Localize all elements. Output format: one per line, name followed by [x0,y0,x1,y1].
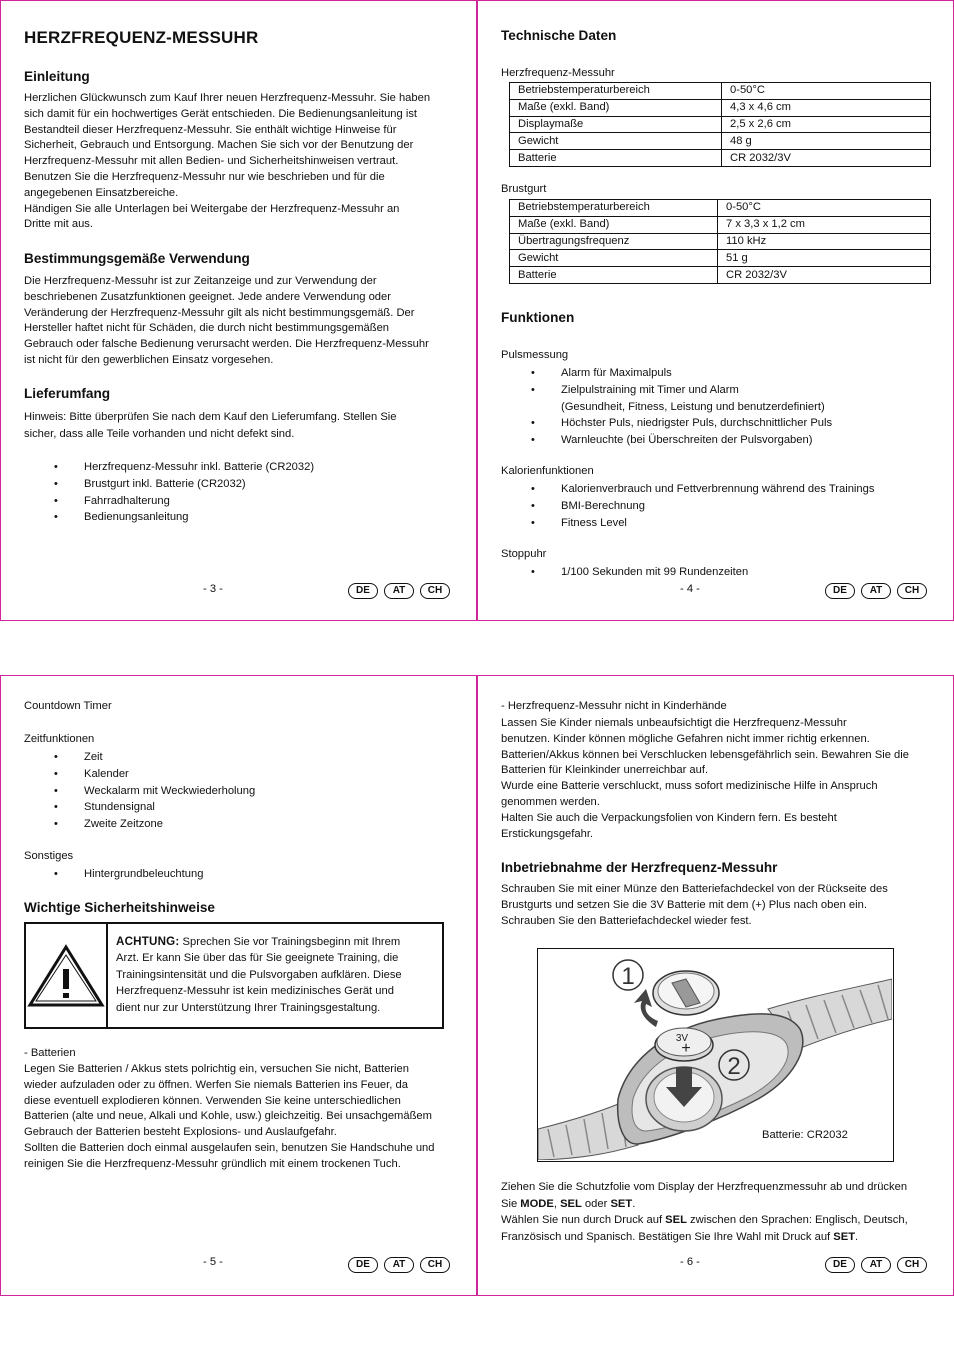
tech-data-heading: Technische Daten [501,28,617,43]
list-item: • Kalorienverbrauch und Fettverbrennung während des Trainings [501,481,941,498]
button-name-sel: SEL [560,1197,582,1210]
text-line: Herzlichen Glückwunsch zum Kauf Ihrer neuen Herzfrequenz-Messuhr. Sie haben [24,92,431,104]
list-item: • Stundensignal [24,799,444,816]
list-item: • Zeit [24,749,444,766]
list-item: • Kalender [24,766,444,783]
country-flags [348,583,450,599]
list-item: • 1/100 Sekunden mit 99 Rundenzeiten [501,564,941,581]
text-line: Arzt. Er kann Sie über das für Sie geeignete Training, die [116,952,399,965]
pulse-label: Pulsmessung [501,349,569,361]
text-line: Halten Sie auch die Verpackungsfolien von Kindern fern. Es besteht [501,811,837,824]
text-line: Wurde eine Batterie verschluckt, muss sofort medizinische Hilfe in Anspruch [501,780,878,793]
page-3 [0,0,477,621]
list-item-text: Zielpulstraining mit Timer und Alarm [561,383,739,396]
list-item: • Höchster Puls, niedrigster Puls, durchschnittlicher Puls [501,415,941,432]
text-line: Hersteller haftet nicht für Schäden, die durch nicht bestimmungsgemäßen [24,322,390,335]
text-line: beschriebenen Zusatzfunktionen geeignet. Jede andere Verwendung oder [24,290,391,303]
step-2-label: 2 [727,1053,741,1080]
list-item: • Fitness Level [501,515,941,532]
warning-box [24,922,444,1029]
text-line: benutzen. Kinder können mögliche Gefahren nicht immer richtig erkennen. [501,732,870,745]
table-cell: Displaymaße [510,116,722,133]
table-row [510,233,931,250]
text-line [501,1196,941,1213]
page-number: - 3 - [203,583,223,595]
text-line: Gebrauch oder falsche Bedienung verursacht werden. Die Herzfrequenz-Messuhr [24,338,429,351]
text-fragment: oder [581,1197,611,1210]
button-name-set: SET [610,1197,633,1210]
list-item: • Alarm für Maximalpuls [501,365,941,382]
text-line: Brustgurts und setzen Sie die 3V Batterie mit dem (+) Plus nach oben ein. [501,898,867,911]
startup-heading: Inbetriebnahme der Herzfrequenz-Messuhr [501,860,778,875]
list-item-continuation: (Gesundheit, Fitness, Leistung und benutzerdefiniert) [561,400,825,413]
usage-heading: Bestimmungsgemäße Verwendung [24,251,250,266]
text-line: Dritte mit aus. [24,218,94,231]
text-line: Batterien/Akkus können bei Verschlucken lebensgefährlich sein. Bewahren Sie die [501,748,909,761]
table-cell: 0-50°C [722,83,931,100]
country-badge: AT [384,583,414,599]
table-cell: 48 g [722,133,931,150]
text-line: Herzfrequenz-Messuhr ist kein medizinisches Gerät und [116,985,394,998]
text-line [116,934,434,950]
country-flags [825,1257,927,1273]
text-line: Schrauben Sie mit einer Münze den Batteriefachdeckel von der Rückseite des [501,883,888,895]
table-row [510,133,931,150]
table-cell: 110 kHz [718,233,931,250]
list-item: • Hintergrundbeleuchtung [24,866,444,883]
table-cell: 51 g [718,250,931,267]
country-flags [348,1257,450,1273]
text-line: Benutzen Sie die Herzfrequenz-Messuhr nur wie beschrieben und für die [24,170,385,183]
children-label: - Herzfrequenz-Messuhr nicht in Kinderhände [501,700,727,712]
text-line: Herzfrequenz-Messuhr mit allen Bedien- und Sicherheitshinweisen vertraut. [24,155,399,168]
country-flags [825,583,927,599]
scope-note [24,409,464,443]
text-line: wieder aufzuladen oder zu öffnen. Werfen Sie niemals Batterien ins Feuer, da [24,1078,408,1091]
battery-label: - Batterien [24,1047,76,1059]
table-cell: Batterie [510,267,718,284]
table-cell: Maße (exkl. Band) [510,216,718,233]
intro-paragraph [24,91,464,233]
table-cell: Betriebstemperaturbereich [510,200,718,217]
page-6 [477,675,954,1296]
table-cell: 2,5 x 2,6 cm [722,116,931,133]
countdown-label: Countdown Timer [24,700,112,712]
country-badge: DE [825,583,855,599]
text-line: sicher, dass alle Teile vorhanden und nicht defekt sind. [24,428,295,440]
figure-caption: Batterie: CR2032 [762,1129,848,1141]
text-line [501,1229,941,1246]
text-line: Gebrauch der Batterien besteht Explosions- und Auslaufgefahr. [24,1126,337,1139]
table-cell: Batterie [510,150,722,167]
table-row [510,250,931,267]
text-line: diese eventuell explodieren können. Verwenden Sie keine unterschiedlichen [24,1094,401,1107]
warning-first-line: Sprechen Sie vor Trainingsbeginn mit Ihrem [179,936,401,948]
text-line: sich damit für ein hochwertiges Gerät entschieden. Die Bedienungsanleitung ist [24,107,418,120]
table-row [510,83,931,100]
country-badge: CH [420,1257,450,1273]
table-row [510,216,931,233]
country-badge: DE [825,1257,855,1273]
list-item: • BMI-Berechnung [501,498,941,515]
list-item: • Brustgurt inkl. Batterie (CR2032) [24,476,444,493]
table-cell: Gewicht [510,250,718,267]
page-number: - 6 - [680,1256,700,1268]
text-line: Hinweis: Bitte überprüfen Sie nach dem Kauf den Lieferumfang. Stellen Sie [24,411,397,423]
functions-heading: Funktionen [501,310,575,325]
table-cell: 7 x 3,3 x 1,2 cm [718,216,931,233]
text-fragment: zwischen den Sprachen: Englisch, Deutsch, [686,1214,908,1227]
table-cell: CR 2032/3V [718,267,931,284]
table-cell: 4,3 x 4,6 cm [722,99,931,116]
table-cell: 0-50°C [718,200,931,217]
other-label: Sonstiges [24,850,74,862]
text-fragment: . [855,1230,859,1243]
country-badge: CH [420,583,450,599]
stopwatch-label: Stoppuhr [501,548,547,560]
button-name-mode: MODE [520,1197,554,1210]
other-list [24,866,444,883]
text-fragment: Französisch und Spanisch. Bestätigen Sie Ihre Wahl mit Druck auf [501,1230,834,1243]
children-paragraph [501,716,941,842]
text-line: Veränderung der Herzfrequenz-Messuhr gilt als nicht bestimmungsgemäß. Der [24,306,415,319]
country-badge: AT [861,1257,891,1273]
text-line: Trainingsintensität und die Pulsvorgaben aufklären. Diese [116,968,402,981]
country-badge: CH [897,583,927,599]
time-functions-label: Zeitfunktionen [24,733,95,745]
page-4 [477,0,954,621]
stopwatch-list [501,564,941,581]
page-title: HERZFREQUENZ-MESSUHR [24,28,259,47]
step-1-label: 1 [621,963,635,990]
watch-spec-table [509,82,931,167]
battery-plus-label: + [681,1040,691,1057]
text-fragment: Wählen Sie nun durch Druck auf [501,1214,666,1227]
time-functions-list [24,749,444,833]
table-cell: Übertragungsfrequenz [510,233,718,250]
table-row [510,200,931,217]
country-badge: AT [861,583,891,599]
list-item: • Bedienungsanleitung [24,509,444,526]
table-row [510,99,931,116]
text-line: Sicherheit, Gebrauch und Entsorgung. Machen Sie sich vor der Benutzung der [24,139,414,152]
final-paragraph [501,1179,941,1245]
battery-voltage-label: 3V [675,1033,689,1044]
belt-label: Brustgurt [501,183,547,195]
table-cell: CR 2032/3V [722,150,931,167]
text-fragment: , [553,1197,561,1210]
watch-label: Herzfrequenz-Messuhr [501,67,615,79]
text-line: Händigen Sie alle Unterlagen bei Weitergabe der Herzfrequenz-Messuhr an [24,202,400,215]
list-item: • Zweite Zeitzone [24,816,444,833]
battery-paragraph [24,1062,464,1173]
text-line: Batterien (alte und neue, Alkali und Kohle, usw.) gleichzeitig. Bei unsachgemäßem [24,1110,432,1123]
table-row [510,116,931,133]
list-item: • Weckalarm mit Weckwiederholung [24,783,444,800]
battery-install-figure [537,948,894,1162]
calorie-list [501,481,941,531]
country-badge: DE [348,583,378,599]
text-line: Die Herzfrequenz-Messuhr ist zur Zeitanzeige und zur Verwendung der [24,275,377,287]
text-fragment: Sie [501,1197,521,1210]
page-number: - 4 - [680,583,700,595]
text-line: Legen Sie Batterien / Akkus stets polrichtig ein, versuchen Sie nicht, Batterien [24,1063,409,1075]
button-name-sel: SEL [665,1214,687,1227]
safety-heading: Wichtige Sicherheitshinweise [24,900,215,915]
usage-paragraph [24,274,464,369]
text-line: Erstickungsgefahr. [501,827,594,840]
text-line: Lassen Sie Kinder niemals unbeaufsichtigt die Herzfrequenz-Messuhr [501,717,847,729]
button-name-set: SET [833,1230,856,1243]
table-cell: Gewicht [510,133,722,150]
scope-list [24,459,444,526]
text-line: Bestandteil dieser Herzfrequenz-Messuhr. Sie enthält wichtige Hinweise für [24,123,397,136]
intro-heading: Einleitung [24,69,90,84]
page-number: - 5 - [203,1256,223,1268]
table-row [510,150,931,167]
pulse-list [501,365,941,449]
list-item: • Herzfrequenz-Messuhr inkl. Batterie (CR2032) [24,459,444,476]
warning-lead: ACHTUNG: [116,935,180,948]
table-row [510,267,931,284]
warning-text [108,924,442,1027]
page-5 [0,675,477,1296]
list-item: • Fahrradhalterung [24,493,444,510]
table-cell: Maße (exkl. Band) [510,99,722,116]
scope-heading: Lieferumfang [24,386,111,401]
text-line: Schrauben Sie den Batteriefachdeckel wieder fest. [501,914,752,927]
text-line: Sollten die Batterien doch einmal ausgelaufen sein, benutzen Sie Handschuhe und [24,1141,435,1154]
warning-triangle-icon [26,924,108,1027]
text-line [501,1212,941,1229]
text-line: dient nur zur Unterstützung Ihrer Trainingsgestaltung. [116,1001,381,1014]
belt-spec-table [509,199,931,284]
list-item: • Warnleuchte (bei Überschreiten der Pulsvorgaben) [501,432,941,449]
text-line: angegebenen Einsatzbereiche. [24,186,179,199]
table-cell: Betriebstemperaturbereich [510,83,722,100]
list-item [501,382,941,416]
country-badge: AT [384,1257,414,1273]
text-line: reinigen Sie die Herzfrequenz-Messuhr gründlich mit einem trockenen Tuch. [24,1157,401,1170]
text-line: Batterien für Kleinkinder unerreichbar auf. [501,764,709,777]
country-badge: CH [897,1257,927,1273]
country-badge: DE [348,1257,378,1273]
text-line: genommen werden. [501,795,600,808]
startup-paragraph [501,882,941,929]
text-line: Ziehen Sie die Schutzfolie vom Display der Herzfrequenzmessuhr ab und drücken [501,1181,908,1193]
text-line: ist nicht für den gewerblichen Einsatz vorgesehen. [24,353,274,366]
calorie-label: Kalorienfunktionen [501,465,594,477]
text-fragment: . [632,1197,636,1210]
